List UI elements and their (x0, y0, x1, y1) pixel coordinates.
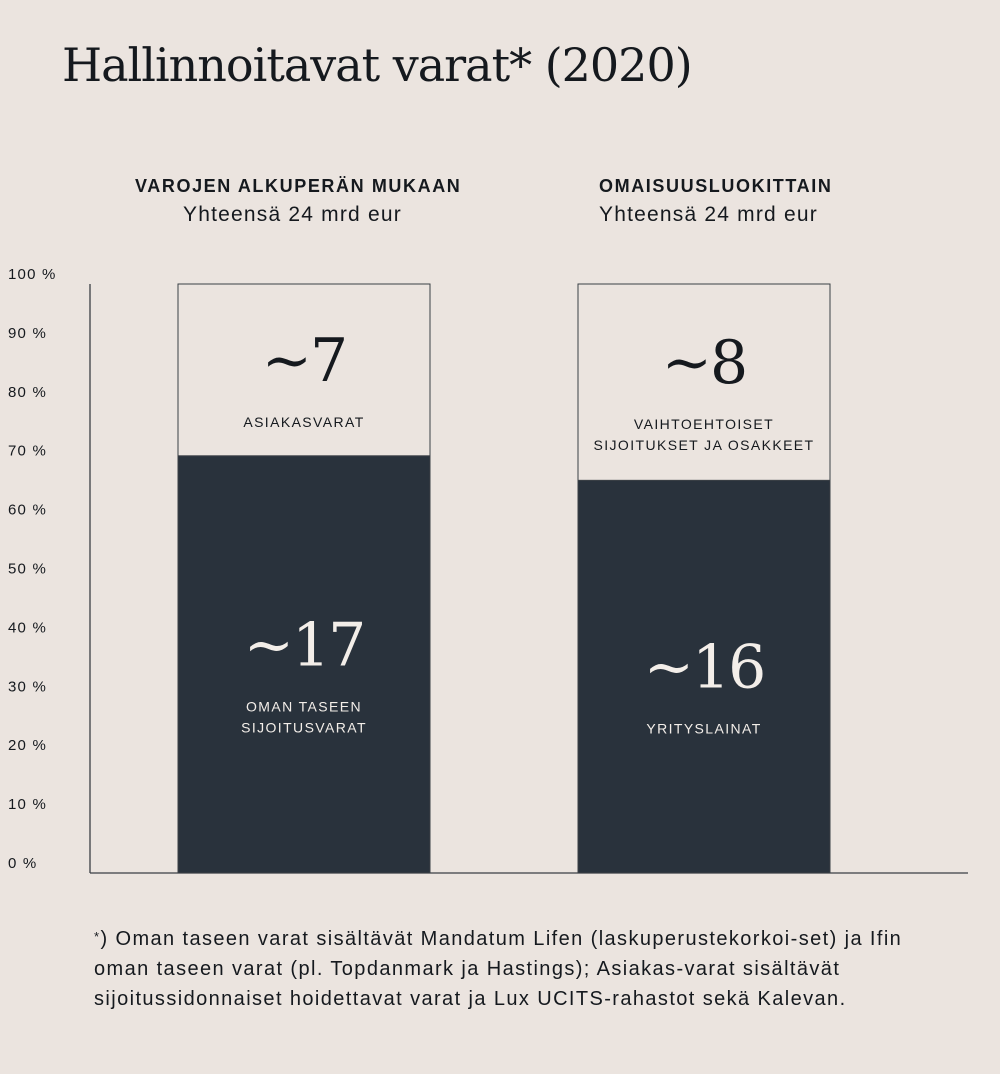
y-tick-label: 20 % (8, 737, 47, 755)
y-tick-label: 0 % (8, 855, 38, 872)
segment-value-label: ~7 (261, 325, 347, 396)
segment-category-label: YRITYSLAINAT (646, 720, 762, 737)
footnote-marker: * (94, 929, 101, 944)
segment-category-label: SIJOITUKSET JA OSAKKEET (593, 437, 815, 454)
footnote-text: ) Oman taseen varat sisältävät Mandatum Lifen (laskuperustekorkoi-set) ja Ifin oman taseen varat (pl. Topdanmark ja Hastings); Asiakas-varat sisältävät sijoitussidonnaiset hoidettavat varat ja Lux UCITS-rahastot sekä Kalevan. (94, 928, 903, 1010)
y-tick-label: 30 % (8, 678, 47, 696)
segment-value-label: ~17 (243, 610, 365, 681)
y-tick-label: 100 % (8, 266, 57, 283)
group-name: OMAISUUSLUOKITTAIN (599, 176, 833, 196)
segment-value-label: ~8 (661, 328, 747, 399)
y-tick-label: 90 % (8, 324, 47, 342)
group-total: Yhteensä 24 mrd eur (183, 203, 402, 226)
y-tick-label: 80 % (8, 383, 47, 401)
y-tick-label: 40 % (8, 619, 47, 637)
segment-category-label: OMAN TASEEN (245, 698, 363, 715)
group-total: Yhteensä 24 mrd eur (599, 203, 818, 226)
y-tick-label: 10 % (8, 796, 47, 814)
segment-value-label: ~16 (643, 632, 765, 703)
segment-category-label: SIJOITUSVARAT (241, 719, 367, 736)
y-tick-label: 60 % (8, 501, 47, 519)
chart-title: Hallinnoitavat varat* (2020) (62, 38, 692, 92)
y-tick-label: 70 % (8, 442, 47, 460)
y-tick-label: 50 % (8, 560, 47, 578)
segment-category-label: ASIAKASVARAT (243, 413, 365, 430)
segment-category-label: VAIHTOEHTOISET (633, 416, 775, 433)
footnote (94, 924, 964, 1014)
group-name: VAROJEN ALKUPERÄN MUKAAN (135, 176, 462, 196)
